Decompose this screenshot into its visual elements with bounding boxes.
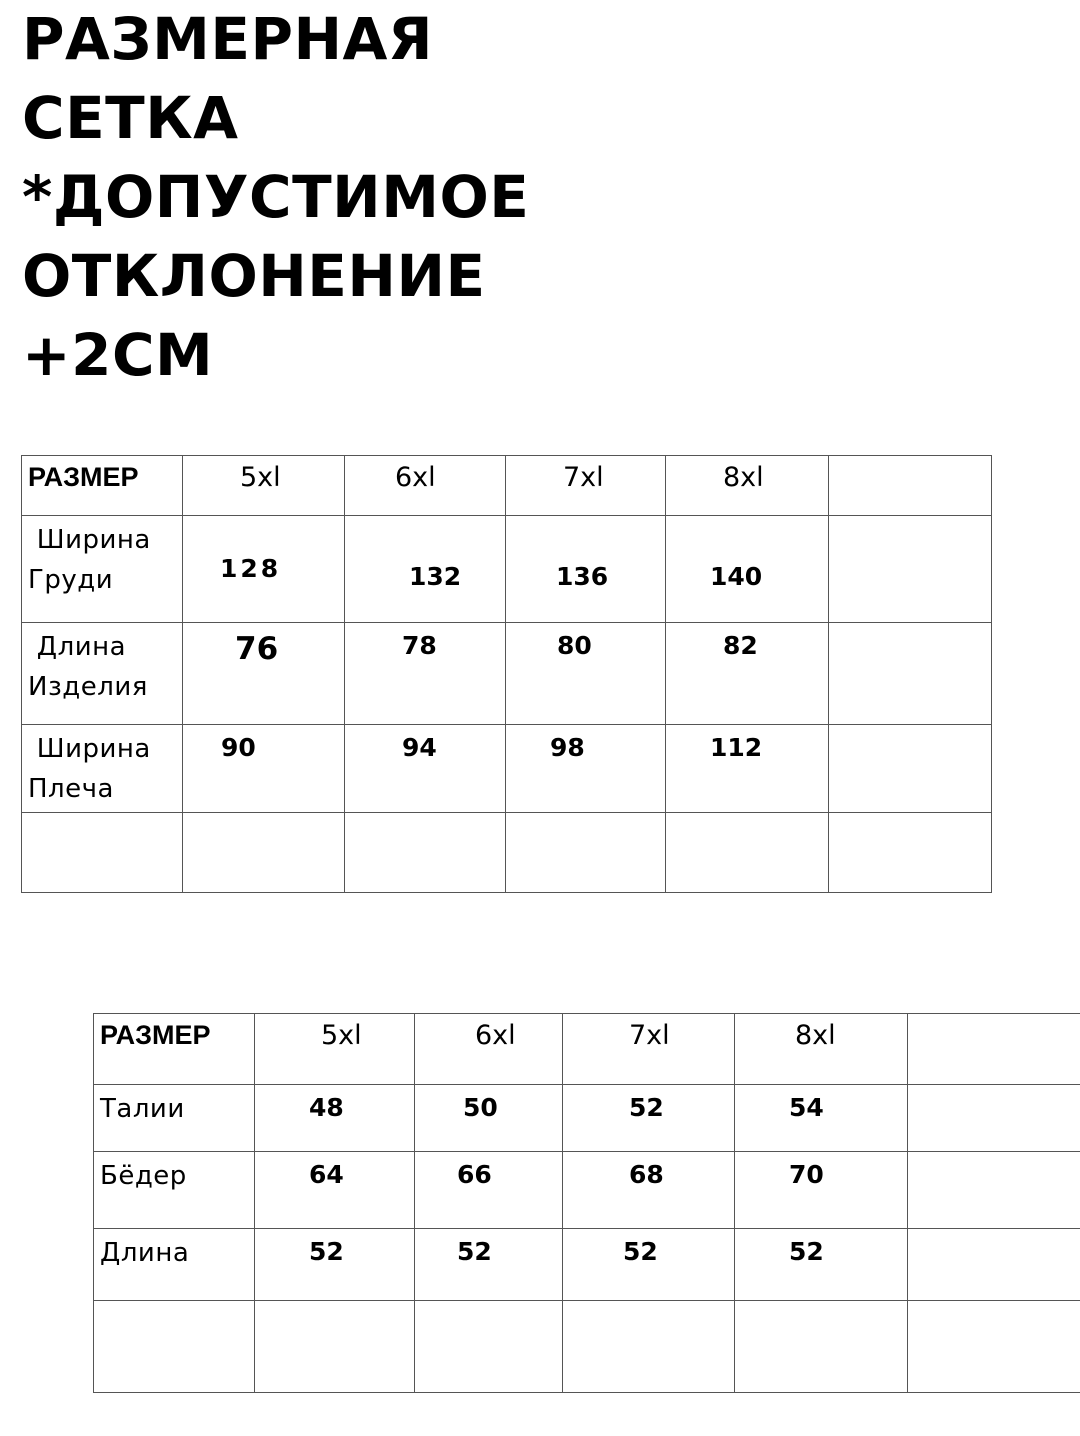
table-row: [22, 623, 992, 725]
value-cell: [506, 725, 666, 813]
empty-cell: [22, 813, 183, 893]
empty-cell: [829, 813, 992, 893]
table-row: [94, 1152, 1080, 1229]
size-header: РАЗМЕР: [100, 1020, 211, 1050]
size-cell: [563, 1014, 735, 1085]
empty-cell: [563, 1301, 735, 1393]
row-label: Ширина Плеча: [28, 734, 151, 804]
value: 140: [710, 562, 763, 591]
value-cell: [345, 623, 506, 725]
value: 70: [789, 1160, 824, 1189]
value: 136: [556, 562, 609, 591]
value-cell: [666, 725, 829, 813]
value-cell: [345, 516, 506, 623]
size-cell: [829, 456, 992, 516]
value-cell: [255, 1152, 415, 1229]
value: 52: [623, 1237, 658, 1266]
value-cell: [415, 1229, 563, 1301]
value: 80: [557, 631, 592, 660]
value: 68: [629, 1160, 664, 1189]
table-row: [22, 456, 992, 516]
size-cell: [666, 456, 829, 516]
size-label: 6xl: [395, 462, 436, 493]
value-cell: [255, 1085, 415, 1152]
size-label: 8xl: [723, 462, 764, 493]
title-line-5: +2CM: [22, 321, 214, 389]
size-table-bottom: [93, 1013, 1080, 1393]
value-cell: [183, 516, 345, 623]
row-label: Талии: [100, 1094, 185, 1124]
size-cell: [908, 1014, 1080, 1085]
value-cell: [829, 623, 992, 725]
value-cell: [563, 1085, 735, 1152]
value: 132: [409, 562, 462, 591]
value-cell: [183, 623, 345, 725]
table-header-cell: [94, 1014, 255, 1085]
empty-cell: [908, 1301, 1080, 1393]
page-title: [22, 0, 529, 395]
value: 98: [550, 733, 585, 762]
value-cell: [506, 623, 666, 725]
size-cell: [345, 456, 506, 516]
value-cell: [829, 516, 992, 623]
value-cell: [345, 725, 506, 813]
value-cell: [666, 516, 829, 623]
row-label: Бёдер: [100, 1161, 187, 1191]
title-line-2: СЕТКА: [22, 84, 239, 152]
value-cell: [735, 1152, 908, 1229]
row-label-cell: [22, 516, 183, 623]
value: 64: [309, 1160, 344, 1189]
title-line-3: *ДОПУСТИМОЕ: [22, 163, 530, 231]
value: 54: [789, 1093, 824, 1122]
size-label: 8xl: [795, 1020, 836, 1051]
empty-cell: [666, 813, 829, 893]
value-cell: [908, 1152, 1080, 1229]
size-cell: [735, 1014, 908, 1085]
value: 82: [723, 631, 758, 660]
size-label: 7xl: [563, 462, 604, 493]
size-label: [829, 456, 991, 462]
row-label-cell: [94, 1152, 255, 1229]
table-header-cell: [22, 456, 183, 516]
value-cell: [735, 1229, 908, 1301]
row-label: Длина Изделия: [28, 632, 148, 702]
value: 90: [221, 733, 256, 762]
value: 52: [309, 1237, 344, 1266]
value: 48: [309, 1093, 344, 1122]
value-cell: [563, 1152, 735, 1229]
value-cell: [735, 1085, 908, 1152]
size-cell: [415, 1014, 563, 1085]
title-line-4: ОТКЛОНЕНИЕ: [22, 242, 486, 310]
value: 78: [402, 631, 437, 660]
table-row: [22, 813, 992, 893]
table-row: [22, 516, 992, 623]
size-label: 6xl: [475, 1020, 516, 1051]
empty-cell: [415, 1301, 563, 1393]
empty-cell: [94, 1301, 255, 1393]
row-label: Длина: [100, 1238, 190, 1268]
size-label: 5xl: [240, 462, 281, 493]
value-cell: [829, 725, 992, 813]
empty-cell: [255, 1301, 415, 1393]
size-cell: [255, 1014, 415, 1085]
value-cell: [908, 1229, 1080, 1301]
size-table-top: [21, 455, 992, 893]
value: 76: [235, 631, 279, 667]
row-label-cell: [94, 1229, 255, 1301]
value: 128: [220, 554, 282, 583]
size-label: [908, 1014, 1080, 1020]
value-cell: [908, 1085, 1080, 1152]
value: 52: [457, 1237, 492, 1266]
value-cell: [415, 1085, 563, 1152]
empty-cell: [183, 813, 345, 893]
table-row: [22, 725, 992, 813]
size-label: 7xl: [629, 1020, 670, 1051]
value: 52: [629, 1093, 664, 1122]
value-cell: [506, 516, 666, 623]
row-label-cell: [22, 725, 183, 813]
value: 50: [463, 1093, 498, 1122]
value-cell: [255, 1229, 415, 1301]
row-label: Ширина Груди: [28, 525, 151, 595]
empty-cell: [506, 813, 666, 893]
value: 52: [789, 1237, 824, 1266]
table-row: [94, 1301, 1080, 1393]
value-cell: [183, 725, 345, 813]
table-row: [94, 1229, 1080, 1301]
empty-cell: [735, 1301, 908, 1393]
empty-cell: [345, 813, 506, 893]
size-label: 5xl: [321, 1020, 362, 1051]
table-row: [94, 1014, 1080, 1085]
value-cell: [563, 1229, 735, 1301]
row-label-cell: [94, 1085, 255, 1152]
title-line-1: РАЗМЕРНАЯ: [22, 5, 434, 73]
value: 66: [457, 1160, 492, 1189]
size-header: РАЗМЕР: [28, 462, 139, 492]
value-cell: [415, 1152, 563, 1229]
table-row: [94, 1085, 1080, 1152]
row-label-cell: [22, 623, 183, 725]
value: 112: [710, 733, 763, 762]
value: 94: [402, 733, 437, 762]
value-cell: [666, 623, 829, 725]
size-cell: [506, 456, 666, 516]
size-cell: [183, 456, 345, 516]
